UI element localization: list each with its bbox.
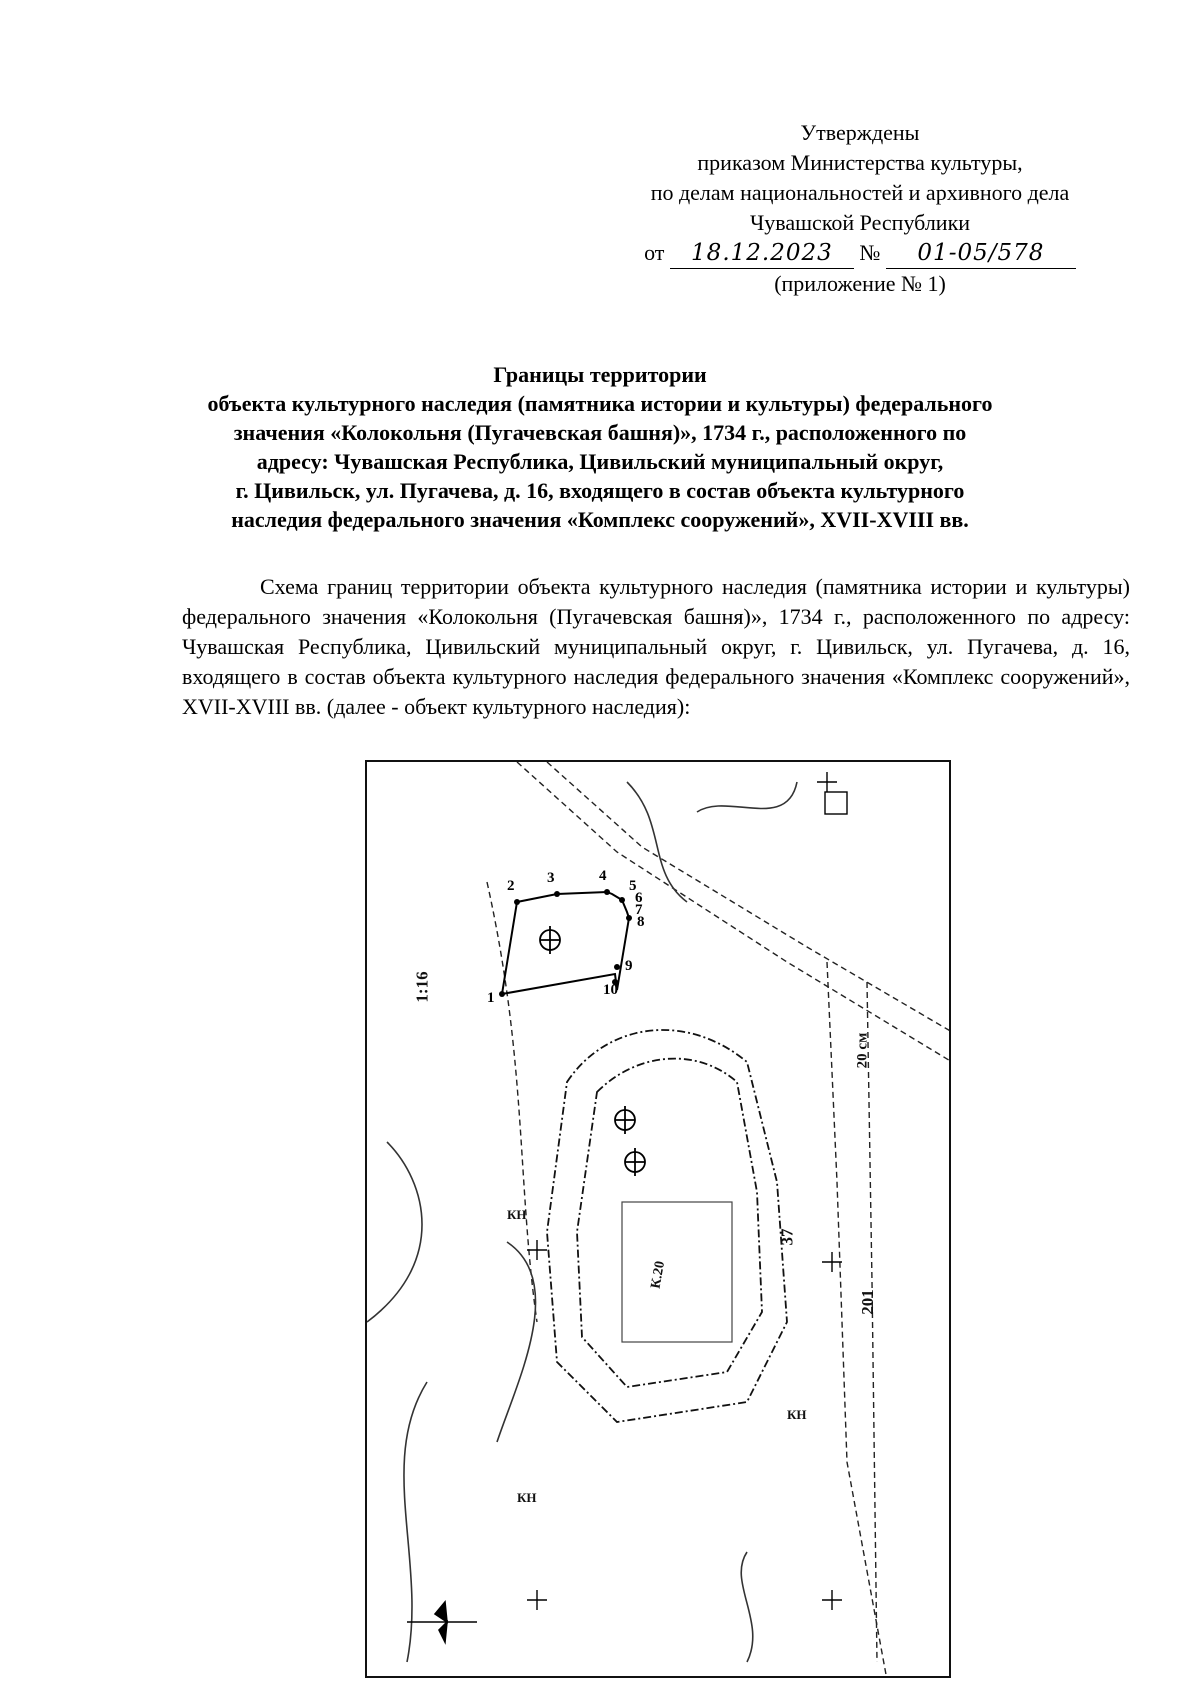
appendix-label: (приложение № 1) (774, 271, 946, 296)
map-code-label: КН (787, 1407, 807, 1422)
boundary-point-label: 5 (629, 878, 637, 894)
map-scale-label: 1:16 (412, 971, 432, 1003)
legend-box (825, 792, 847, 814)
approval-republic-line: Чувашской Республики (749, 210, 971, 235)
terrain-curve (404, 1382, 427, 1662)
grid-cross (822, 1590, 842, 1610)
grid-cross (817, 772, 837, 792)
boundary-point-2 (514, 899, 520, 905)
handwritten-date: 18.12.2023 (670, 238, 854, 269)
road-line (487, 882, 537, 1322)
map-number-label: 37 (777, 1228, 797, 1246)
title-line-5: г. Цивильск, ул. Пугачева, д. 16, входящего в состав объекта культурного (235, 478, 965, 503)
boundary-point-8 (626, 915, 632, 921)
grid-cross (527, 1240, 547, 1260)
terrain-curve (367, 1142, 422, 1322)
approval-order-line: приказом Министерства культуры, (697, 150, 1023, 175)
date-prefix: от (644, 240, 665, 265)
map-drawing (367, 762, 951, 1678)
approval-ministry-line: по делам национальностей и архивного дела (650, 180, 1070, 205)
grid-cross (527, 1590, 547, 1610)
terrain-curve (497, 1242, 536, 1442)
title-line-2: объекта культурного наследия (памятника истории и культуры) федерального (207, 391, 993, 416)
body-text: Схема границ территории объекта культурного наследия (памятника истории и культуры) федерального значения «Колокольня (Пугачевская башня)», 1734 г., расположенного по адресу: Чувашская Республика, Цивильский муниципальный округ, г. Цивильск, ул. Пугачева, д. 16, входящего в состав объекта культурного наследия федерального значения «Комплекс сооружений», XVII-XVIII вв. (далее - объект культурного наследия): (182, 574, 1130, 719)
map-code-label: КН (507, 1207, 527, 1222)
map-code-label: К.20 (648, 1259, 669, 1290)
approval-heading: Утверждены (800, 120, 920, 145)
road-line (827, 962, 887, 1678)
approval-block (600, 118, 1120, 299)
boundary-point-label: 4 (599, 868, 607, 884)
handwritten-order-number: 01-05/578 (886, 238, 1076, 269)
approval-date-row (600, 238, 1120, 269)
north-arrow-icon (407, 1602, 477, 1642)
boundary-point-1 (499, 991, 505, 997)
boundary-point-3 (554, 891, 560, 897)
map-distance-label: 20 см (854, 1032, 871, 1069)
boundary-point-label: 6 (635, 890, 643, 906)
boundary-point-label: 3 (547, 870, 555, 886)
terrain-curve (741, 1552, 753, 1662)
complex-inner-outline (577, 1059, 762, 1387)
boundary-point-label: 9 (625, 958, 633, 974)
boundary-point-label: 8 (637, 914, 645, 930)
document-title (140, 360, 1060, 534)
map-number-label: 201 (857, 1289, 877, 1315)
boundary-point-label: 2 (507, 878, 515, 894)
title-line-1: Границы территории (493, 362, 707, 387)
boundary-point-label: 1 (487, 990, 495, 1006)
number-prefix: № (859, 240, 881, 265)
boundary-point-9 (614, 964, 620, 970)
body-paragraph (182, 572, 1130, 722)
complex-outline (547, 1030, 787, 1422)
boundary-scheme-map (365, 760, 951, 1678)
terrain-curve (697, 782, 797, 812)
boundary-point-label: 7 (635, 902, 643, 918)
boundary-point-4 (604, 889, 610, 895)
central-courtyard (622, 1202, 732, 1342)
title-line-4: адресу: Чувашская Республика, Цивильский муниципальный округ, (256, 449, 944, 474)
boundary-point-5 (619, 897, 625, 903)
title-line-3: значения «Колокольня (Пугачевская башня)», 1734 г., расположенного по (233, 420, 967, 445)
boundary-point-label: 10 (603, 982, 618, 998)
map-code-label: КН (517, 1490, 537, 1505)
title-line-6: наследия федерального значения «Комплекс сооружений», XVII-XVIII вв. (231, 507, 969, 532)
road-line (867, 982, 877, 1662)
territory-boundary (502, 892, 629, 994)
